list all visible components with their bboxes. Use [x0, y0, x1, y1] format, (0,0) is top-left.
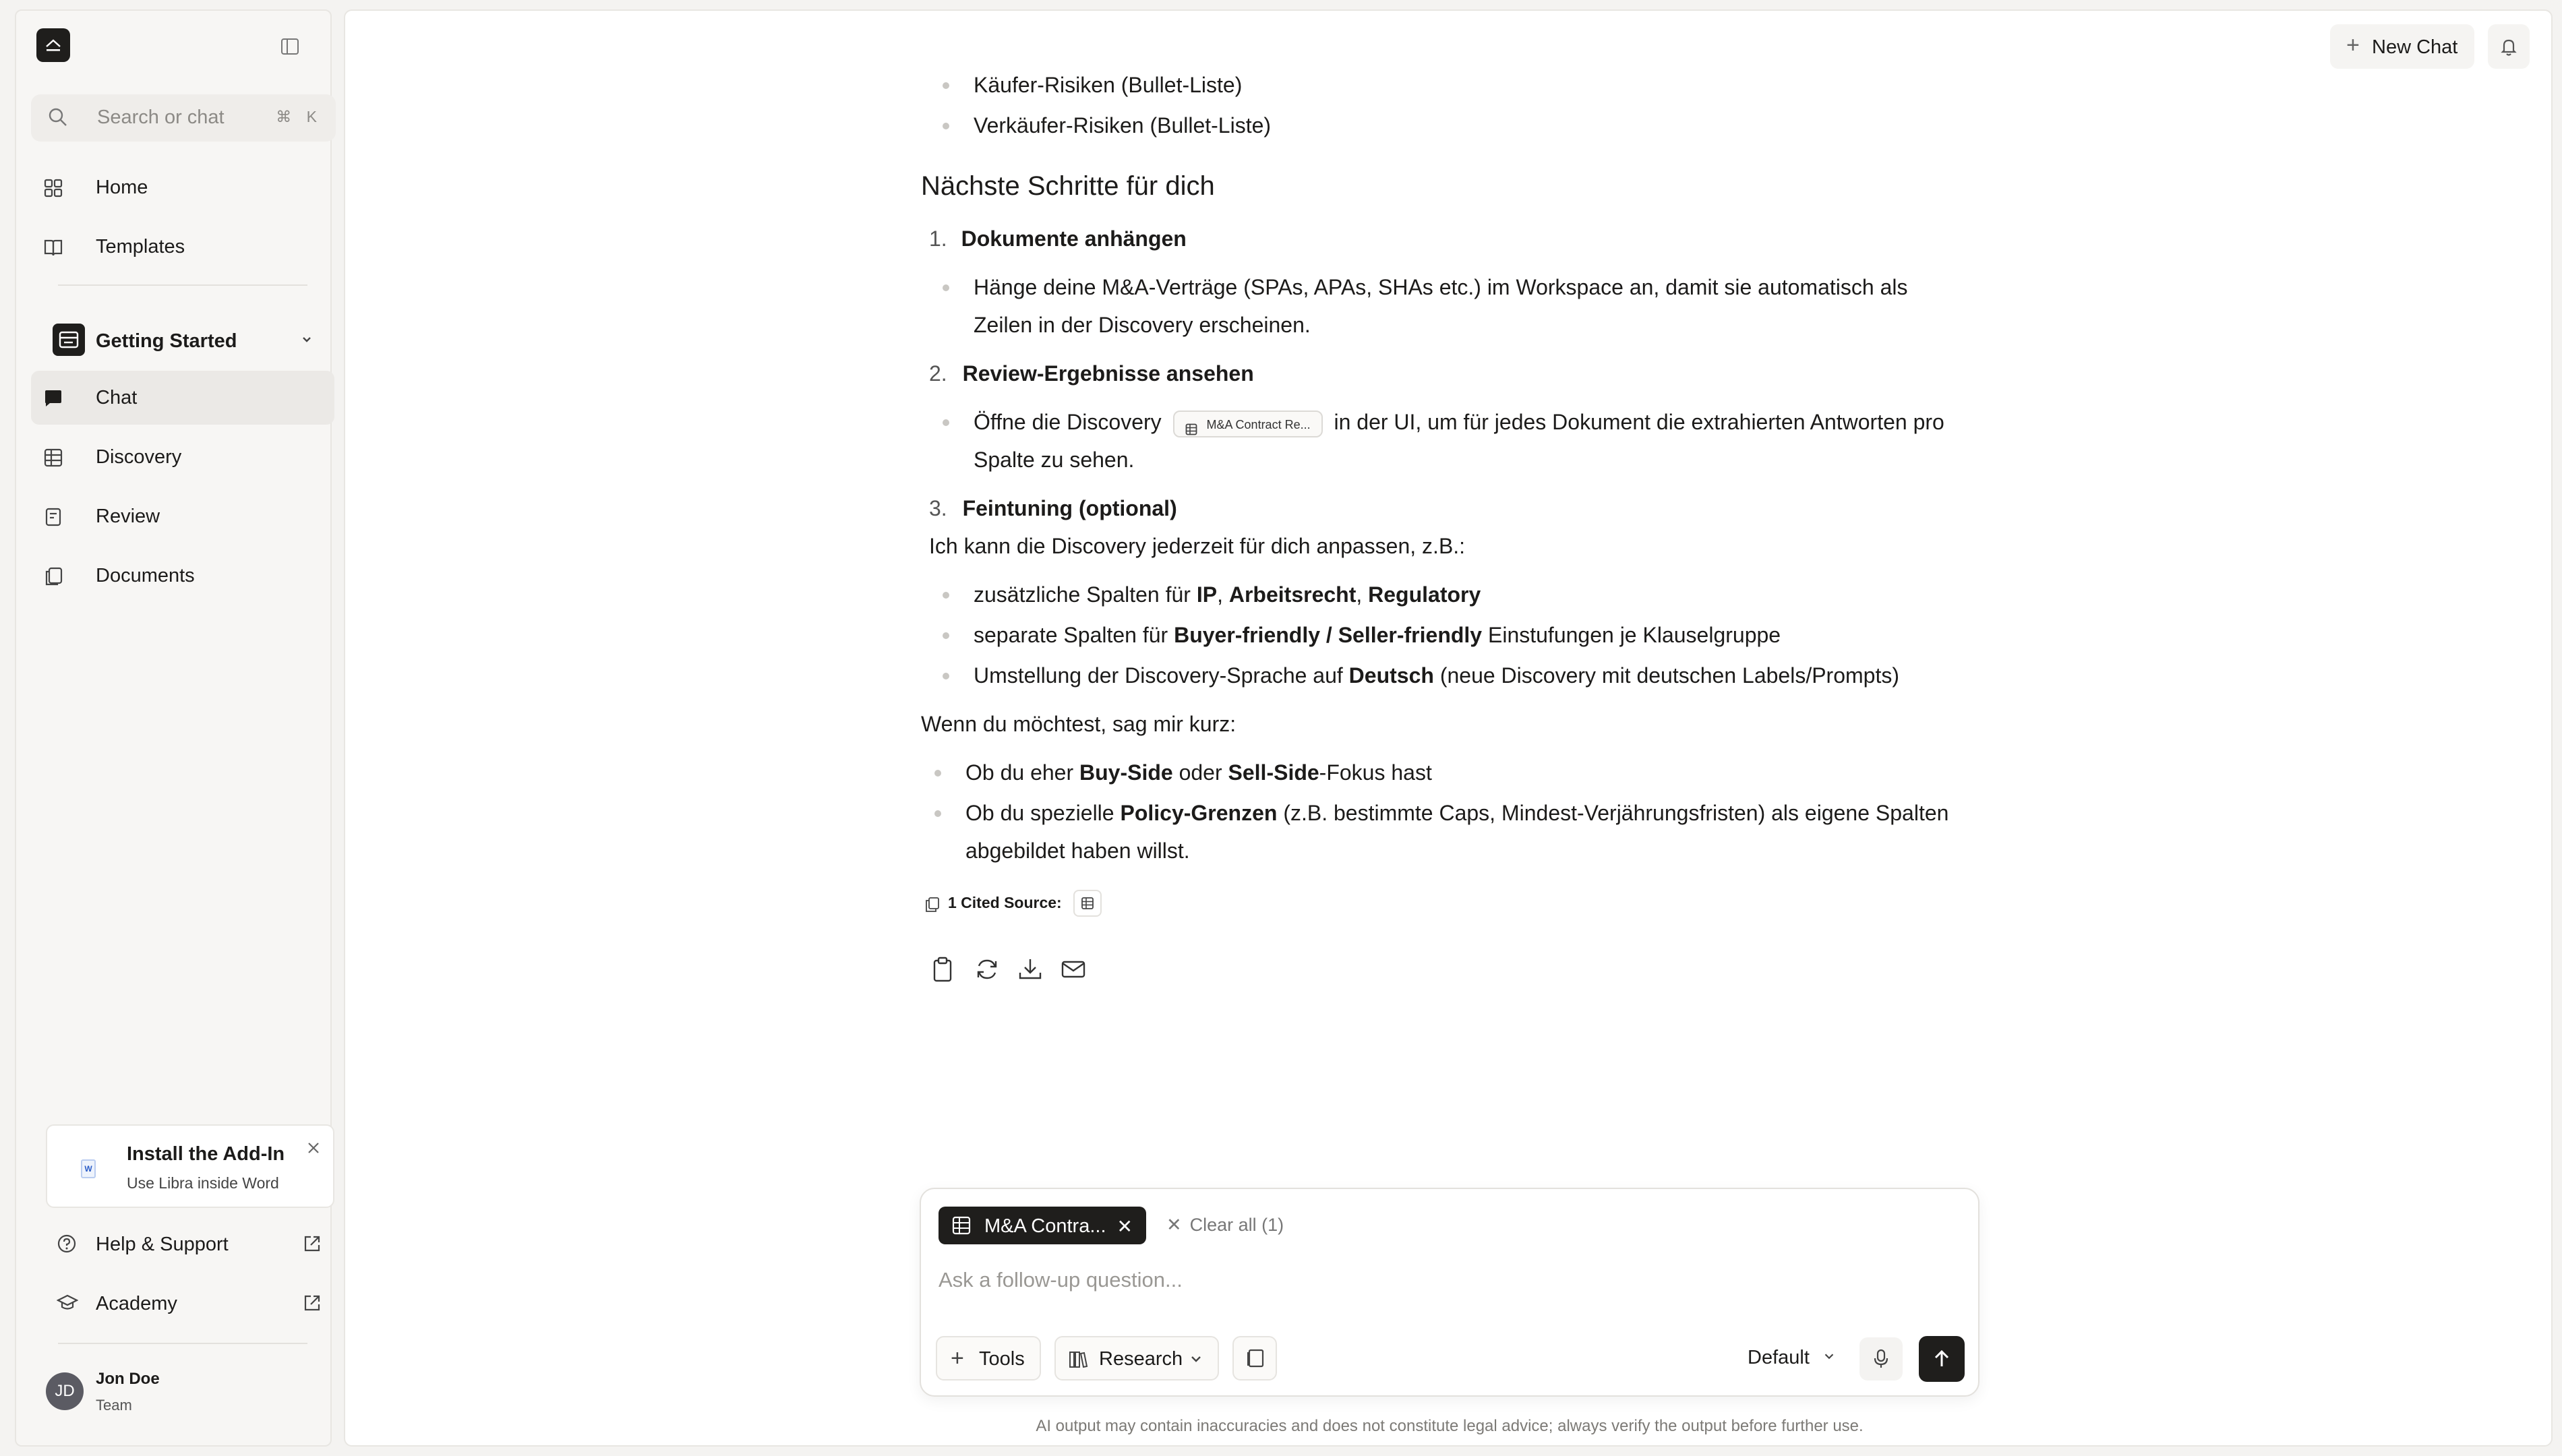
- nav-label: Home: [96, 176, 148, 198]
- tools-label: Tools: [979, 1348, 1025, 1370]
- text: -Fokus hast: [1319, 760, 1432, 785]
- composer: [920, 1188, 1979, 1397]
- review-doc-icon: [43, 507, 63, 527]
- sources-icon: [1245, 1348, 1266, 1373]
- sidebar-item-label: Documents: [96, 564, 195, 586]
- bold-text: Buyer-friendly / Seller-friendly: [1174, 623, 1483, 647]
- list-item: [974, 616, 1781, 654]
- arrow-up-icon: [1931, 1348, 1953, 1370]
- install-addin-card[interactable]: [46, 1124, 334, 1208]
- home-grid-icon: [43, 178, 63, 198]
- follow-up-input[interactable]: [939, 1263, 1950, 1297]
- workspace-label: Getting Started: [96, 330, 237, 352]
- text: ,: [1356, 582, 1369, 607]
- text: oder: [1172, 760, 1228, 785]
- send-button[interactable]: [1919, 1336, 1965, 1382]
- step-number: 2.: [929, 361, 947, 386]
- sidebar-item-chat[interactable]: [31, 371, 334, 425]
- list-item: [965, 754, 1432, 791]
- bold-text: Deutsch: [1348, 663, 1434, 688]
- new-chat-label: New Chat: [2372, 36, 2458, 58]
- chevron-down-icon[interactable]: [299, 332, 314, 350]
- sidebar-divider: [58, 284, 307, 286]
- clipboard-icon[interactable]: [930, 956, 957, 983]
- step-heading: [929, 489, 1177, 527]
- regenerate-icon[interactable]: [974, 956, 1001, 983]
- plus-icon: +: [951, 1345, 964, 1371]
- section-heading: Nächste Schritte für dich: [921, 171, 1215, 201]
- bullet: [934, 810, 941, 817]
- list-item: [974, 403, 1944, 441]
- clear-all-label: Clear all (1): [1189, 1215, 1284, 1235]
- download-icon[interactable]: [1017, 956, 1044, 983]
- model-label: Default: [1748, 1347, 1810, 1368]
- logo-icon: [44, 37, 63, 53]
- sidebar-item-documents[interactable]: [31, 549, 334, 603]
- model-selector[interactable]: [1748, 1347, 1837, 1369]
- list-item-continuation: Zeilen in der Discovery erscheinen.: [974, 313, 1311, 337]
- list-item: Hänge deine M&A-Verträge (SPAs, APAs, SHAs etc.) im Workspace an, damit sie automatisch als: [974, 275, 1908, 299]
- text: Einstufungen je Klauselgruppe: [1482, 623, 1781, 647]
- text: ,: [1217, 582, 1229, 607]
- chevron-down-icon: [1188, 1351, 1204, 1370]
- app-logo[interactable]: [36, 28, 70, 62]
- microphone-button[interactable]: [1859, 1337, 1903, 1381]
- text: (z.B. bestimmte Caps, Mindest-Verjährungsfristen) als eigene Spalten: [1277, 801, 1949, 825]
- book-icon: [43, 237, 63, 257]
- bold-text: IP: [1196, 582, 1218, 607]
- search-icon: [47, 107, 69, 131]
- academy-link[interactable]: [39, 1283, 336, 1324]
- user-team: Team: [96, 1397, 132, 1414]
- help-support-link[interactable]: [39, 1224, 336, 1265]
- list-item-continuation: abgebildet haben willst.: [965, 839, 1190, 863]
- close-icon[interactable]: [306, 1141, 321, 1159]
- bullet: [943, 123, 949, 129]
- paragraph: Wenn du möchtest, sag mir kurz:: [921, 712, 1237, 736]
- mail-icon[interactable]: [1060, 956, 1087, 983]
- list-item: [974, 576, 1481, 613]
- notifications-button[interactable]: [2488, 24, 2530, 69]
- text: zusätzliche Spalten für: [974, 582, 1197, 607]
- plus-icon: +: [2346, 32, 2360, 58]
- research-label: Research: [1099, 1348, 1183, 1370]
- bold-text: Buy-Side: [1079, 760, 1173, 785]
- sidebar-item-label: Discovery: [96, 446, 182, 468]
- step-heading: [929, 355, 1254, 392]
- attach-source-button[interactable]: [1232, 1336, 1277, 1381]
- text: in der UI, um für jedes Dokument die extrahierten Antworten pro: [1334, 410, 1944, 434]
- text: Ob du eher: [965, 760, 1079, 785]
- list-item: [974, 657, 1899, 694]
- bold-text: Arbeitsrecht: [1228, 582, 1357, 607]
- addin-title: Install the Add-In: [127, 1143, 285, 1165]
- bell-icon: [2499, 36, 2519, 57]
- workspace-icon: [53, 324, 85, 356]
- library-icon: [1068, 1349, 1090, 1373]
- paragraph: Ich kann die Discovery jederzeit für dich anpassen, z.B.:: [929, 534, 1466, 558]
- cited-source-button[interactable]: [1073, 890, 1102, 917]
- chevron-down-icon: [1822, 1347, 1837, 1368]
- list-item: Käufer-Risiken (Bullet-Liste): [974, 73, 1243, 97]
- nav-home[interactable]: [31, 160, 334, 214]
- search-placeholder: Search or chat: [97, 107, 225, 128]
- step-number: 1.: [929, 226, 947, 251]
- collapse-sidebar-icon[interactable]: [280, 38, 307, 65]
- nav-templates[interactable]: [31, 220, 334, 274]
- microphone-icon: [1873, 1348, 1889, 1370]
- list-item-continuation: Spalte zu sehen.: [974, 448, 1135, 472]
- sidebar-item-discovery[interactable]: [31, 430, 334, 484]
- list-item: [965, 794, 1948, 832]
- step-title: Feintuning (optional): [962, 496, 1177, 520]
- search-shortcut: ⌘ K: [276, 108, 322, 125]
- step-number: 3.: [929, 496, 947, 520]
- table-icon: [43, 448, 63, 468]
- help-circle-icon: [57, 1234, 77, 1257]
- discovery-source-chip[interactable]: [1173, 411, 1323, 437]
- external-link-icon: [302, 1293, 322, 1316]
- avatar: JD: [46, 1372, 84, 1410]
- attached-discovery-chip[interactable]: [939, 1207, 1146, 1244]
- text: (neue Discovery mit deutschen Labels/Prompts): [1433, 663, 1899, 688]
- text: Öffne die Discovery: [974, 410, 1162, 434]
- text: Ob du spezielle: [965, 801, 1121, 825]
- new-chat-button[interactable]: [2330, 24, 2474, 69]
- sidebar-divider: [58, 1343, 307, 1344]
- academy-label: Academy: [96, 1293, 177, 1314]
- search-box[interactable]: [31, 94, 336, 142]
- addin-subtitle: Use Libra inside Word: [127, 1174, 279, 1192]
- table-icon: [1185, 419, 1197, 444]
- graduation-cap-icon: [57, 1293, 78, 1316]
- nav-label: Templates: [96, 235, 185, 257]
- list-item: Verkäufer-Risiken (Bullet-Liste): [974, 113, 1272, 138]
- word-icon: W: [81, 1159, 96, 1178]
- bullet: [943, 673, 949, 679]
- sidebar-item-review[interactable]: [31, 489, 334, 543]
- bullet: [943, 592, 949, 599]
- sidebar: [15, 9, 332, 1447]
- workspace-getting-started[interactable]: [31, 315, 334, 364]
- legal-disclaimer: AI output may contain inaccuracies and does not constitute legal advice; always verify the output before further use.: [1036, 1417, 1864, 1435]
- attachment-label: M&A Contra...: [984, 1215, 1106, 1237]
- chat-bubble-icon: [43, 388, 63, 408]
- step-title: Review-Ergebnisse ansehen: [962, 361, 1254, 386]
- user-name: Jon Doe: [96, 1370, 160, 1388]
- bold-text: Policy-Grenzen: [1120, 801, 1278, 825]
- external-link-icon: [302, 1234, 322, 1257]
- remove-attachment-icon[interactable]: ✕: [1116, 1216, 1133, 1237]
- step-heading: [929, 220, 1187, 257]
- text: separate Spalten für: [974, 623, 1174, 647]
- help-support-label: Help & Support: [96, 1234, 229, 1255]
- bold-text: Sell-Side: [1228, 760, 1319, 785]
- bullet: [943, 419, 949, 426]
- source-icon: [924, 897, 941, 917]
- tools-button[interactable]: [936, 1336, 1041, 1381]
- documents-icon: [43, 566, 63, 586]
- sidebar-item-label: Review: [96, 505, 160, 527]
- research-dropdown[interactable]: [1054, 1336, 1219, 1381]
- sidebar-item-label: Chat: [96, 386, 138, 408]
- clear-all-button[interactable]: [1166, 1215, 1284, 1236]
- bullet: [934, 770, 941, 777]
- chip-label: M&A Contract Re...: [1206, 417, 1311, 431]
- table-icon: [952, 1216, 971, 1238]
- step-title: Dokumente anhängen: [961, 226, 1187, 251]
- bullet: [943, 82, 949, 89]
- table-icon: [1075, 891, 1100, 915]
- text: Umstellung der Discovery-Sprache auf: [974, 663, 1349, 688]
- close-icon: ✕: [1166, 1215, 1182, 1235]
- bullet: [943, 284, 949, 291]
- cited-label: 1 Cited Source:: [948, 894, 1062, 911]
- bold-text: Regulatory: [1368, 582, 1481, 607]
- bullet: [943, 632, 949, 639]
